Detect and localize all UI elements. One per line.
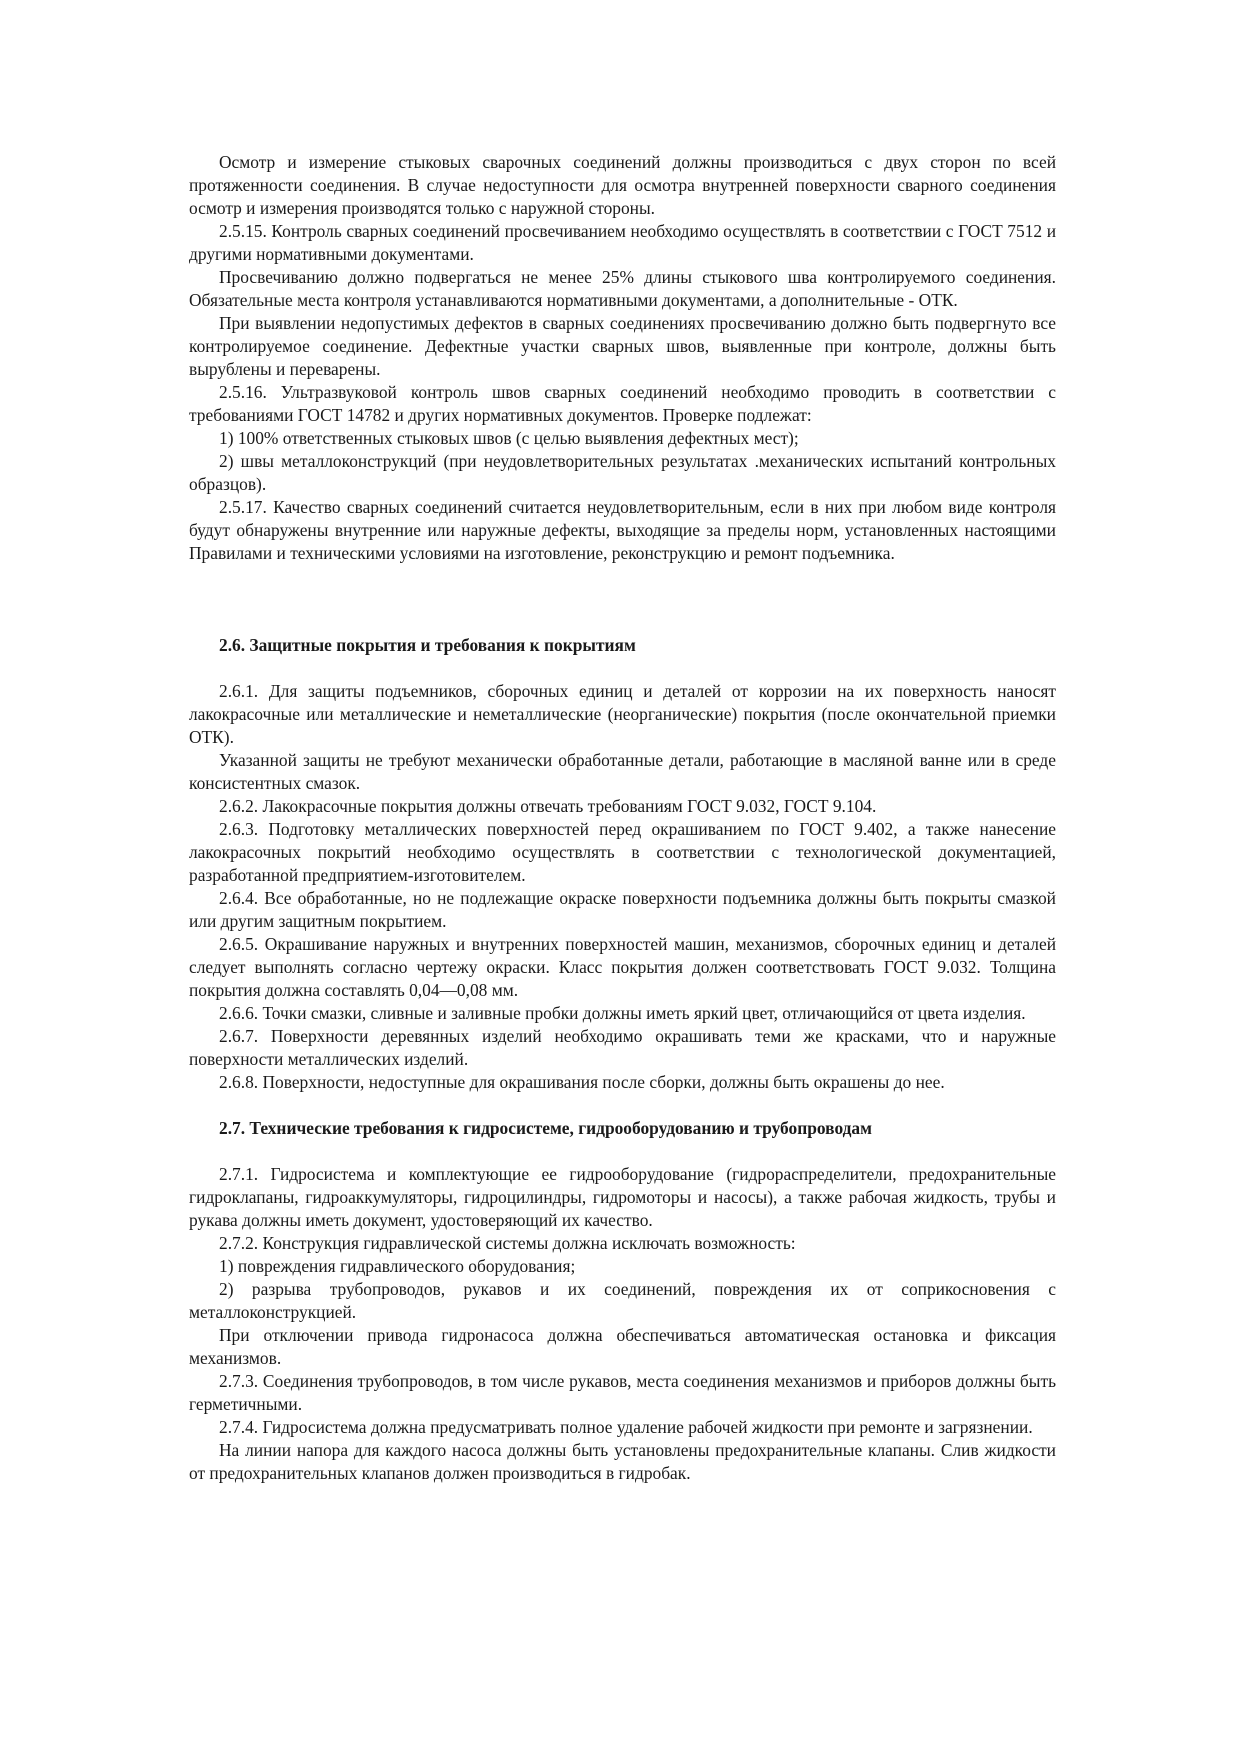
section-heading-2-7: 2.7. Технические требования к гидросистеме, гидрооборудованию и трубопроводам [219,1118,872,1138]
paragraph: 2.7.4. Гидросистема должна предусматривать полное удаление рабочей жидкости при ремонте и загрязнении. [219,1417,1033,1437]
section-heading-2-6: 2.6. Защитные покрытия и требования к покрытиям [219,635,636,655]
list-item: 1) 100% ответственных стыковых швов (с целью выявления дефектных мест); [219,428,799,448]
paragraph: На линии напора для каждого насоса должны быть установлены предохранительные клапаны. Слив жидкости от предохранительных клапанов должен производиться в гидробак. [189,1440,1056,1483]
paragraph: 2.6.3. Подготовку металлических поверхностей перед окрашиванием по ГОСТ 9.402, а также нанесение лакокрасочных покрытий необходимо осуществлять в соответствии с технологической документацией, разработанной предприятием-изготовителем. [189,819,1056,885]
paragraph: 2.6.8. Поверхности, недоступные для окрашивания после сборки, должны быть окрашены до нее. [219,1072,945,1092]
paragraph: 2.5.16. Ультразвуковой контроль швов сварных соединений необходимо проводить в соответствии с требованиями ГОСТ 14782 и других нормативных документов. Проверке подлежат: [189,382,1056,425]
list-item: 2) швы металлоконструкций (при неудовлетворительных результатах .механических испытаний контрольных образцов). [189,451,1056,494]
paragraph: 2.5.17. Качество сварных соединений считается неудовлетворительным, если в них при любом виде контроля будут обнаружены внутренние или наружные дефекты, выходящие за пределы норм, установленных настоящими Правилами и техническими условиями на изготовление, реконструкцию и ремонт подъемника. [189,497,1056,563]
paragraph: При выявлении недопустимых дефектов в сварных соединениях просвечиванию должно быть подвергнуто все контролируемое соединение. Дефектные участки сварных швов, выявленные при контроле, должны быть вырублены и переварены. [189,313,1056,379]
paragraph: 2.6.7. Поверхности деревянных изделий необходимо окрашивать теми же красками, что и наружные поверхности металлических изделий. [189,1026,1056,1069]
spacer [189,1140,1056,1163]
paragraph: 2.5.15. Контроль сварных соединений просвечиванием необходимо осуществлять в соответствии с ГОСТ 7512 и другими нормативными документами. [189,221,1056,264]
paragraph: 2.7.1. Гидросистема и комплектующие ее гидрооборудование (гидрораспределители, предохранительные гидроклапаны, гидроаккумуляторы, гидроцилиндры, гидромоторы и насосы), а также рабочая жидкость, трубы и рукава должны иметь документ, удостоверяющий их качество. [189,1164,1056,1230]
paragraph: Указанной защиты не требуют механически обработанные детали, работающие в масляной ванне или в среде консистентных смазок. [189,750,1056,793]
spacer [189,1094,1056,1117]
list-item: 2) разрыва трубопроводов, рукавов и их соединений, повреждения их от соприкосновения с металлоконструкцией. [189,1279,1056,1322]
spacer [189,611,1056,634]
spacer [189,565,1056,611]
paragraph: 2.6.2. Лакокрасочные покрытия должны отвечать требованиям ГОСТ 9.032, ГОСТ 9.104. [219,796,877,816]
paragraph: 2.6.1. Для защиты подъемников, сборочных единиц и деталей от коррозии на их поверхность наносят лакокрасочные или металлические и неметаллические (неорганические) покрытия (после окончательной приемки ОТК). [189,681,1056,747]
paragraph: 2.6.5. Окрашивание наружных и внутренних поверхностей машин, механизмов, сборочных единиц и деталей следует выполнять согласно чертежу окраски. Класс покрытия должен соответствовать ГОСТ 9.032. Толщина покрытия должна составлять 0,04—0,08 мм. [189,934,1056,1000]
paragraph: 2.6.4. Все обработанные, но не подлежащие окраске поверхности подъемника должны быть покрыты смазкой или другим защитным покрытием. [189,888,1056,931]
paragraph: При отключении привода гидронасоса должна обеспечиваться автоматическая остановка и фиксация механизмов. [189,1325,1056,1368]
paragraph: 2.7.2. Конструкция гидравлической системы должна исключать возможность: [219,1233,796,1253]
list-item: 1) повреждения гидравлического оборудования; [219,1256,576,1276]
document-page [189,151,1056,1485]
paragraph: Просвечиванию должно подвергаться не менее 25% длины стыкового шва контролируемого соединения. Обязательные места контроля устанавливаются нормативными документами, а дополнительные - ОТК. [189,267,1056,310]
spacer [189,657,1056,680]
paragraph: Осмотр и измерение стыковых сварочных соединений должны производиться с двух сторон по всей протяженности соединения. В случае недоступности для осмотра внутренней поверхности сварного соединения осмотр и измерения производятся только с наружной стороны. [189,152,1056,218]
paragraph: 2.6.6. Точки смазки, сливные и заливные пробки должны иметь яркий цвет, отличающийся от цвета изделия. [219,1003,1026,1023]
paragraph: 2.7.3. Соединения трубопроводов, в том числе рукавов, места соединения механизмов и приборов должны быть герметичными. [189,1371,1056,1414]
